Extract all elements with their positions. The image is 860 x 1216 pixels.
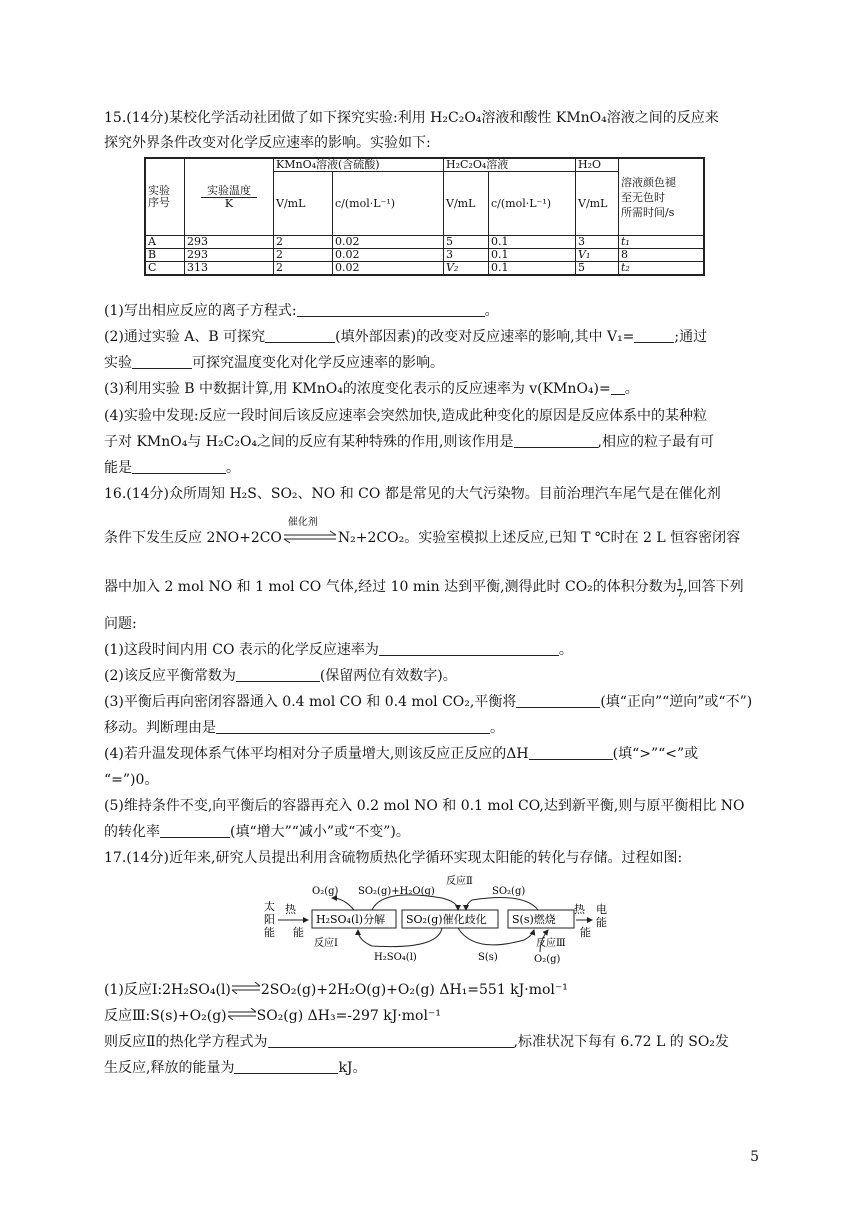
- answer-blank[interactable]: [529, 745, 613, 760]
- table-header-row: [145, 158, 704, 172]
- label-electric-energy: [596, 902, 607, 929]
- equilibrium-arrow: [231, 981, 261, 993]
- label-o2-top: O₂(g): [312, 886, 339, 897]
- header-h2o: H₂O: [576, 158, 619, 172]
- svg-text:电: 电: [596, 903, 607, 916]
- arrow-o2-out: [332, 898, 354, 910]
- table-row: A 293 2 0.02 5 0.1 3 t₁: [145, 236, 704, 249]
- q15-part3: (3)利用实验 B 中数据计算,用 KMnO₄的浓度变化表示的反应速率为 v(KMnO₄)= 。: [104, 381, 639, 397]
- answer-blank[interactable]: [132, 354, 192, 369]
- page-number: 5: [750, 1149, 759, 1165]
- q15-part2-cont: 实验 可探究温度变化对化学反应速率的影响。: [104, 355, 444, 371]
- answer-blank[interactable]: [634, 328, 674, 343]
- q15-line1: 15.(14分)某校化学活动社团做了如下探究实验:利用 H₂C₂O₄溶液和酸性 KMnO₄溶液之间的反应来: [104, 110, 719, 126]
- answer-blank[interactable]: [265, 328, 335, 343]
- q17-line1: 17.(14分)近年来,研究人员提出利用含硫物质热化学循环实现太阳能的转化与存储。过程如图:: [104, 850, 683, 866]
- q16-part3-cont: 移动。判断理由是 。: [104, 720, 504, 736]
- answer-blank[interactable]: [297, 302, 485, 317]
- box3-label: S(s)燃烧: [512, 913, 556, 926]
- q16-line3: 器中加入 2 mol NO 和 1 mol CO 气体,经过 10 min 达到平衡,测得此时 CO₂的体积分数为 $\frac{1}{7}$ ,回答下列: [104, 578, 744, 600]
- q16-part2: (2)该反应平衡常数为 (保留两位有效数字)。: [104, 668, 457, 684]
- svg-text:能: 能: [264, 926, 275, 939]
- q16-line2: 条件下发生反应 2NO+2CO 催化剂 N₂+2CO₂。实验室模拟上述反应,已知 T ℃时在 2 L 恒容密闭容: [104, 517, 741, 546]
- answer-blank[interactable]: [236, 667, 320, 682]
- arrow-s-flow: [458, 928, 534, 945]
- header-temp: $\frac{\text{实验温度}}{K}$: [185, 158, 274, 236]
- svg-text:能: 能: [580, 926, 591, 939]
- box2-label: SO₂(g)催化歧化: [406, 913, 487, 926]
- svg-text:热: 热: [574, 903, 585, 916]
- q16-part4-cont: “=”)0。: [104, 772, 159, 788]
- q17-eq1: (1)反应Ⅰ:2H₂SO₄(l) 2SO₂(g)+2H₂O(g)+O₂(g) ΔH₁=551 kJ·mol⁻¹: [104, 982, 568, 998]
- q15-part2: (2)通过实验 A、B 可探究 (填外部因素)的改变对反应速率的影响,其中 V₁= ;通过: [104, 329, 708, 345]
- header-color-time: 溶液颜色褪 至无色时 所需时间/s: [619, 158, 705, 236]
- answer-blank[interactable]: [268, 1033, 514, 1048]
- arrow-h2so4-return: [358, 928, 442, 947]
- svg-text:太: 太: [264, 900, 275, 913]
- sub-v2: V/mL: [444, 172, 489, 236]
- q16-part1: (1)这段时间内用 CO 表示的化学反应速率为 。: [104, 642, 573, 658]
- sub-c2: c/(mol·L⁻¹): [489, 172, 576, 236]
- sub-v3: V/mL: [576, 172, 619, 236]
- q17-eq3: 反应Ⅲ:S(s)+O₂(g) SO₂(g) ΔH₃=-297 kJ·mol⁻¹: [104, 1008, 441, 1024]
- label-o2-bottom: O₂(g): [534, 954, 561, 965]
- q16-part4: (4)若升温发现体系气体平均相对分子质量增大,则该反应正反应的ΔH (填“>”“<”或: [104, 746, 699, 762]
- answer-blank[interactable]: [611, 380, 625, 395]
- table-row: B 293 2 0.02 3 0.1 V₁ 8: [145, 249, 704, 262]
- answer-blank[interactable]: [514, 433, 598, 448]
- answer-blank[interactable]: [516, 693, 600, 708]
- answer-blank[interactable]: [234, 1059, 338, 1074]
- answer-blank[interactable]: [216, 719, 490, 734]
- svg-text:热: 热: [285, 903, 296, 916]
- header-kmno4: KMnO₄溶液(含硫酸): [274, 158, 444, 172]
- q15-part1: (1)写出相应反应的离子方程式: 。: [104, 303, 499, 319]
- answer-blank[interactable]: [379, 641, 559, 656]
- label-so2-top: SO₂(g): [492, 886, 526, 897]
- q15-part4-cont: 子对 KMnO₄与 H₂C₂O₄之间的反应有某种特殊的作用,则该作用是 ,相应的粒子最有可: [104, 434, 714, 450]
- label-h2so4-bottom: H₂SO₄(l): [374, 952, 417, 963]
- svg-text:能: 能: [596, 916, 607, 929]
- experiment-table: [144, 157, 705, 276]
- sub-c1: c/(mol·L⁻¹): [333, 172, 444, 236]
- q16-part5-cont: 的转化率 (填“增大”“减小”或“不变”)。: [104, 824, 410, 840]
- label-s-bottom: S(s): [478, 952, 498, 963]
- q15-part4-end: 能是 。: [104, 460, 240, 476]
- header-exp: 实验 序号: [145, 158, 185, 236]
- sub-v1: V/mL: [274, 172, 333, 236]
- sulfur-cycle-diagram: [262, 874, 622, 970]
- q16-part5: (5)维持条件不变,向平衡后的容器再充入 0.2 mol NO 和 0.1 mol CO,达到新平衡,则与原平衡相比 NO: [104, 798, 745, 814]
- table-row: C 313 2 0.02 V₂ 0.1 5 t₂: [145, 262, 704, 276]
- answer-blank[interactable]: [160, 823, 230, 838]
- q16-part3: (3)平衡后再向密闭容器通入 0.4 mol CO 和 0.4 mol CO₂,平衡将 (填“正向”“逆向”或“不”): [104, 694, 753, 710]
- box1-label: H₂SO₄(l)分解: [316, 913, 386, 926]
- svg-text:阳: 阳: [264, 913, 275, 926]
- svg-text:能: 能: [293, 926, 304, 939]
- q17-ask-cont: 生反应,释放的能量为 kJ。: [104, 1060, 367, 1076]
- arrow-so2-h2o-flow: [372, 895, 458, 910]
- q16-line1: 16.(14分)众所周知 H₂S、SO₂、NO 和 CO 都是常见的大气污染物。目前治理汽车尾气是在催化剂: [104, 486, 721, 502]
- header-h2c2o4: H₂C₂O₄溶液: [444, 158, 576, 172]
- label-solar-energy: [264, 899, 275, 939]
- answer-blank[interactable]: [132, 459, 226, 474]
- arrow-so2-return: [466, 898, 538, 910]
- equilibrium-arrow: [227, 1007, 257, 1019]
- label-reaction1: 反应Ⅰ: [314, 938, 338, 949]
- q17-ask: 则反应Ⅱ的热化学方程式为 ,标准状况下每有 6.72 L 的 SO₂发: [104, 1034, 729, 1050]
- equilibrium-arrow-catalyst: 催化剂: [282, 530, 338, 544]
- q15-part4: (4)实验中发现:反应一段时间后该反应速率会突然加快,造成此种变化的原因是反应体系中的某种粒: [104, 408, 707, 424]
- label-reaction3: 反应Ⅲ: [536, 938, 566, 949]
- q15-line2: 探究外界条件改变对化学反应速率的影响。实验如下:: [104, 135, 431, 151]
- label-so2-h2o: SO₂(g)+H₂O(g): [358, 886, 435, 897]
- q16-line4: 问题:: [104, 616, 137, 632]
- fraction-one-seventh: $\frac{1}{7}$: [676, 578, 684, 600]
- label-reaction2: 反应Ⅱ: [446, 876, 473, 887]
